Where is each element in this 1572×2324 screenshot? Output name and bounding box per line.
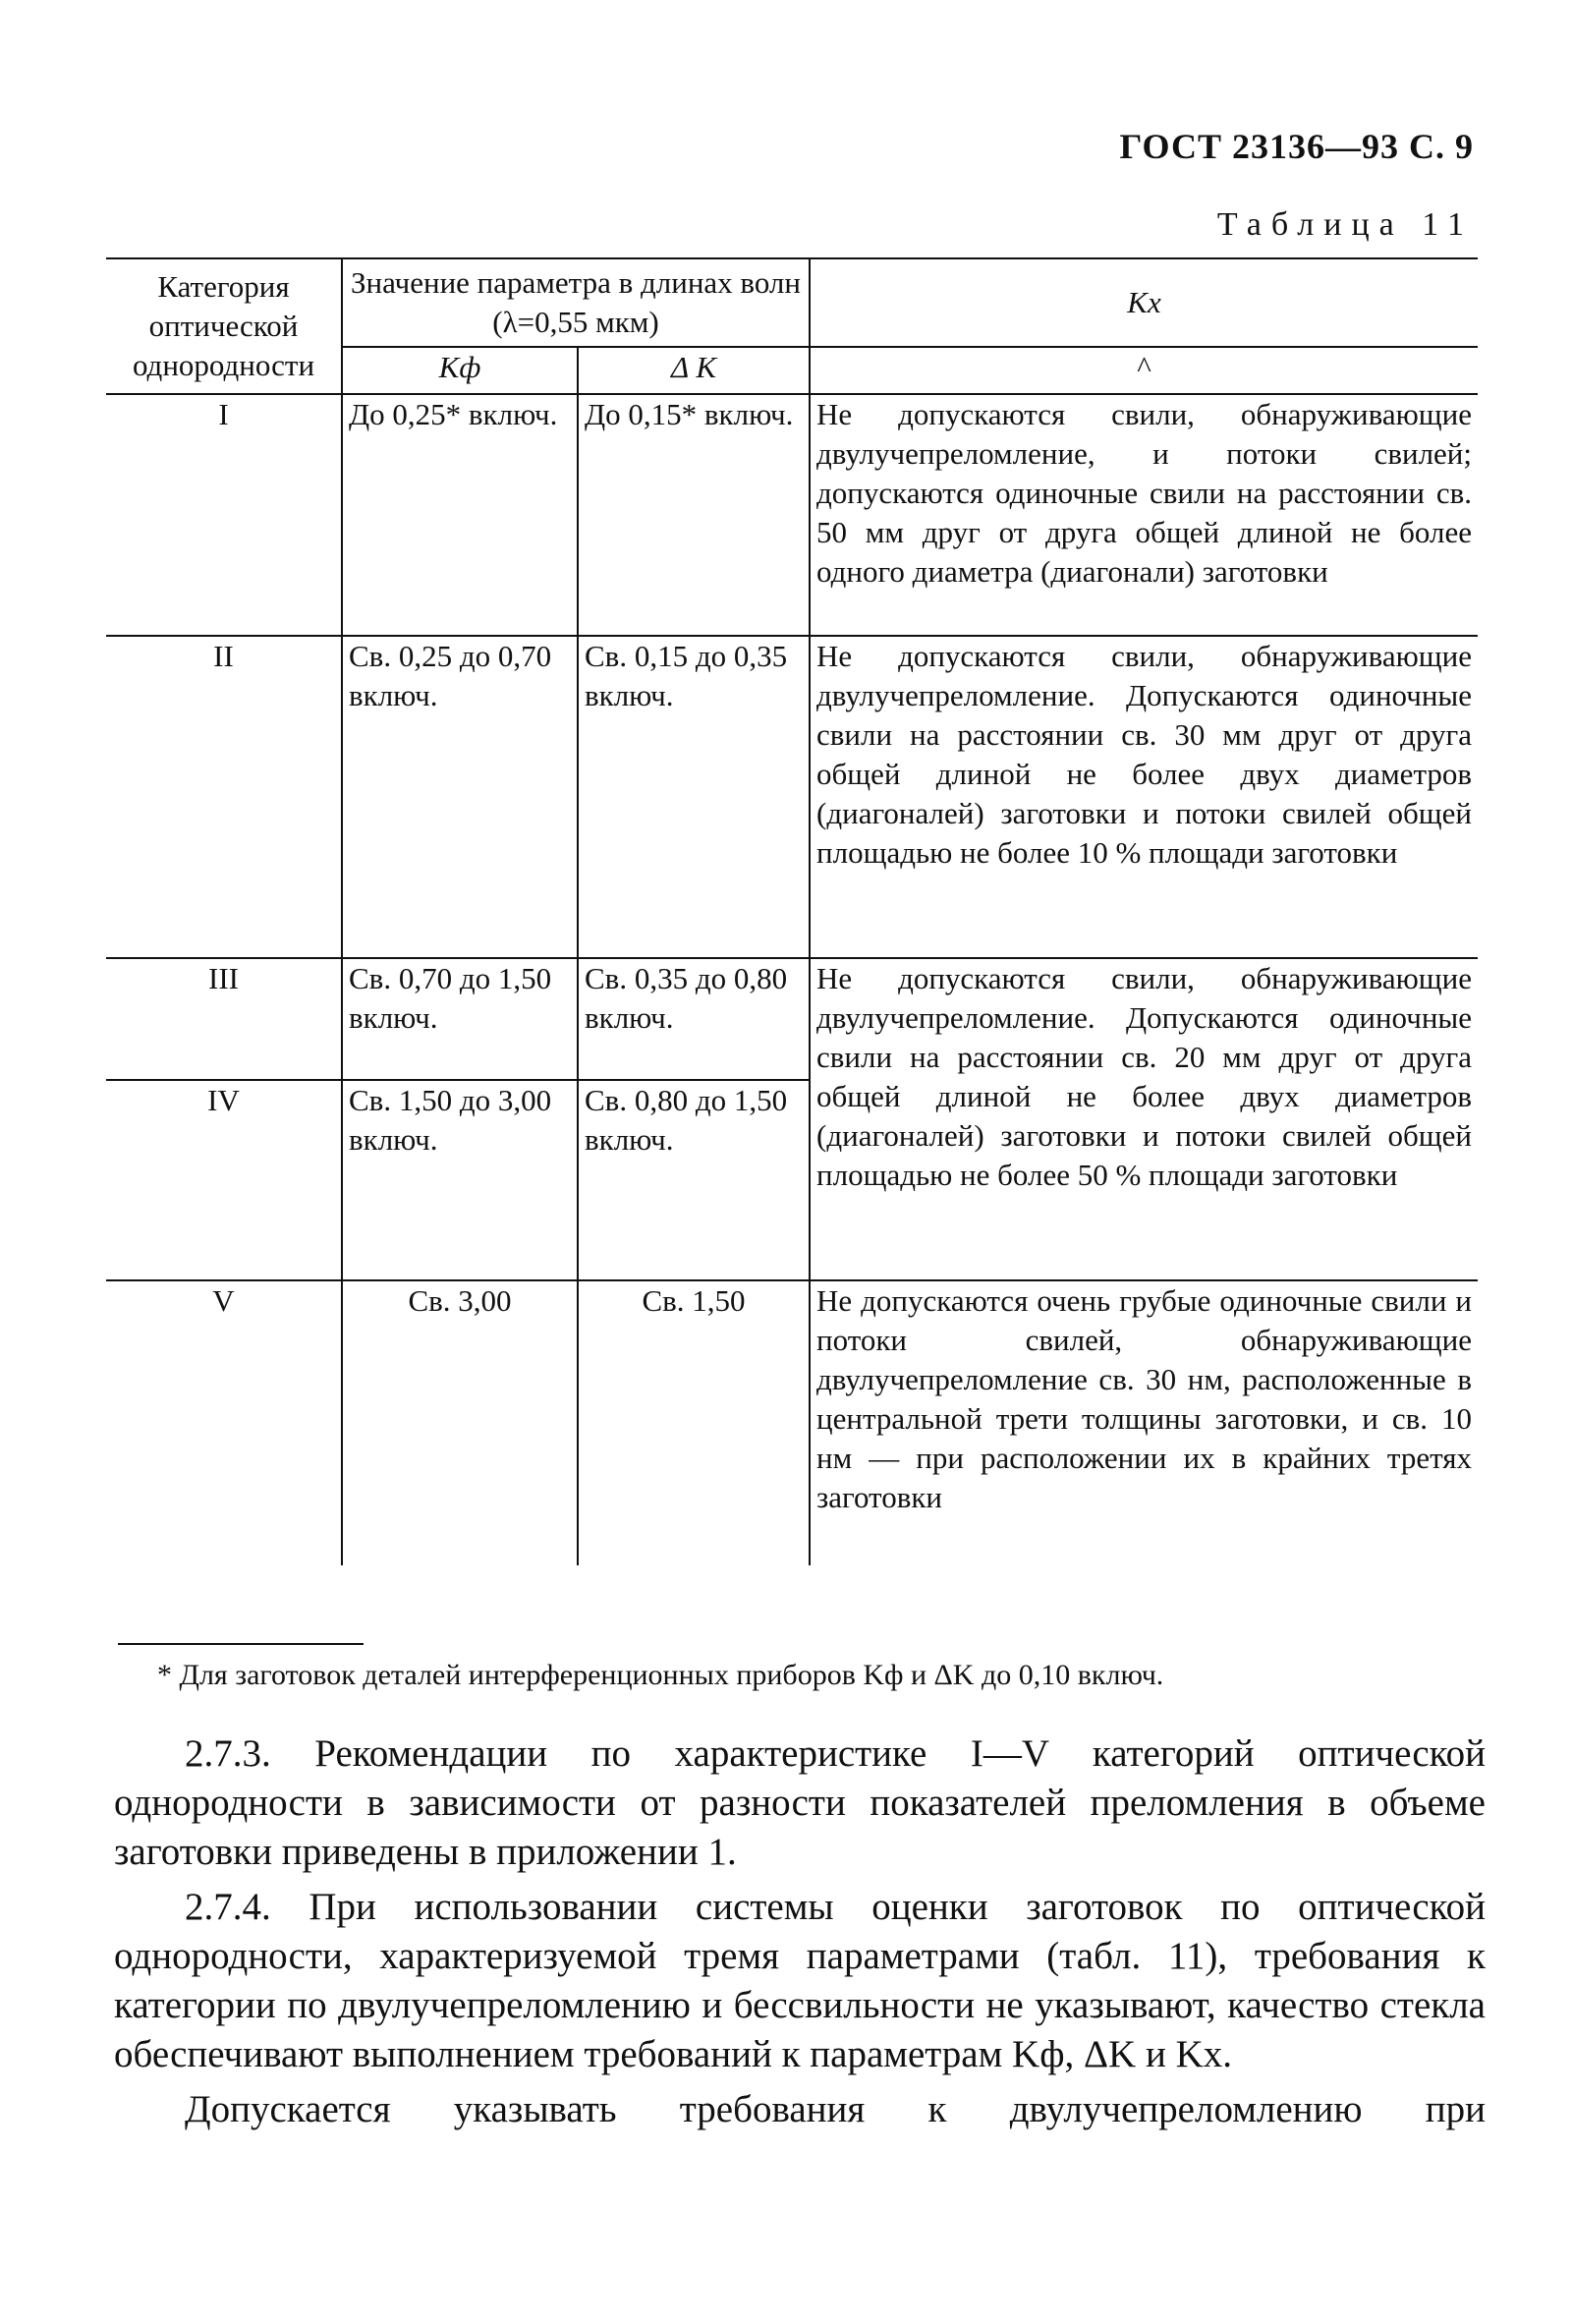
row-kf: Св. 0,70 до 1,50 включ. xyxy=(342,958,578,1080)
header-parameter-value: Значение параметра в длинах волн (λ=0,55 мкм) xyxy=(342,258,810,347)
row-delta-k: Св. 0,35 до 0,80 включ. xyxy=(578,958,810,1080)
page-header: ГОСТ 23136—93 С. 9 xyxy=(1119,127,1474,166)
footnote: * Для заготовок деталей интерференционных приборов Kф и ΔK до 0,10 включ. xyxy=(157,1659,1164,1691)
row-delta-k: Св. 0,80 до 1,50 включ. xyxy=(578,1080,810,1280)
paragraph-continuation: Допускается указывать требования к двулучепреломлению при xyxy=(185,2088,1486,2130)
table-row xyxy=(106,394,1478,636)
body-text xyxy=(114,1729,1486,2140)
row-category: V xyxy=(212,1283,235,1318)
row-kx-description: Не допускаются свили, обнаруживающие двулучепреломление. Допускаются одиночные свили на расстоянии св. 20 мм друг от друга общей длиной не более двух диаметров (диагоналей) заготовки и потоки свилей общей площадью не более 50 % площади заготовки xyxy=(810,958,1478,1280)
table-caption: Таблица 11 xyxy=(1216,206,1474,243)
paragraph-2-7-4: 2.7.4. При использовании системы оценки заготовок по оптической однородности, характеризуемой тремя параметрами (табл. 11), требования к категории по двулучепреломлению и бессвильности не указывают, качество стекла обеспечивают выполнением требований к параметрам Kф, ΔK и Kx. xyxy=(114,1886,1486,2075)
row-category: I xyxy=(106,394,342,636)
table-row xyxy=(106,636,1478,958)
header-kf: Kф xyxy=(342,347,578,394)
table-row xyxy=(106,1280,1478,1565)
header-kx: Kx xyxy=(810,258,1478,347)
footnote-divider xyxy=(118,1643,364,1645)
header-delta-k: Δ K xyxy=(578,347,810,394)
row-category: IV xyxy=(106,1080,342,1280)
row-kx-description: Не допускаются свили, обнаруживающие двулучепреломление. Допускаются одиночные свили на расстоянии св. 30 мм друг от друга общей длиной не более двух диаметров (диагоналей) заготовки и потоки свилей общей площадью не более 10 % площади заготовки xyxy=(810,636,1478,958)
row-kf: Св. 1,50 до 3,00 включ. xyxy=(342,1080,578,1280)
row-kf: До 0,25* включ. xyxy=(342,394,578,636)
row-kx-description: Не допускаются свили, обнаруживающие двулучепреломление, и потоки свилей; допускаются одиночные свили на расстоянии св. 50 мм друг от друга общей длиной не более одного диаметра (диагонали) заготовки xyxy=(810,394,1478,636)
row-category: III xyxy=(106,958,342,1080)
row-category: II xyxy=(106,636,342,958)
paragraph-2-7-3: 2.7.3. Рекомендации по характеристике I—V категорий оптической однородности в зависимости от разности показателей преломления в объеме заготовки приведены в приложении 1. xyxy=(114,1732,1486,1873)
header-category: Категория оптической однородности xyxy=(106,258,342,394)
table-row xyxy=(106,958,1478,1080)
row-kf: Св. 0,25 до 0,70 включ. xyxy=(342,636,578,958)
row-kf: Св. 3,00 xyxy=(342,1280,578,1565)
optical-homogeneity-table xyxy=(106,257,1478,1600)
row-kx-description: Не допускаются очень грубые одиночные свили и потоки свилей, обнаруживающие двулучепреломление св. 30 нм, расположенные в центральной трети толщины заготовки, и св. 10 нм — при расположении их в крайних третях заготовки xyxy=(810,1280,1478,1565)
row-delta-k: До 0,15* включ. xyxy=(578,394,810,636)
row-delta-k: Св. 1,50 xyxy=(578,1280,810,1565)
row-delta-k: Св. 0,15 до 0,35 включ. xyxy=(578,636,810,958)
header-kx-mark: ^ xyxy=(810,347,1478,394)
